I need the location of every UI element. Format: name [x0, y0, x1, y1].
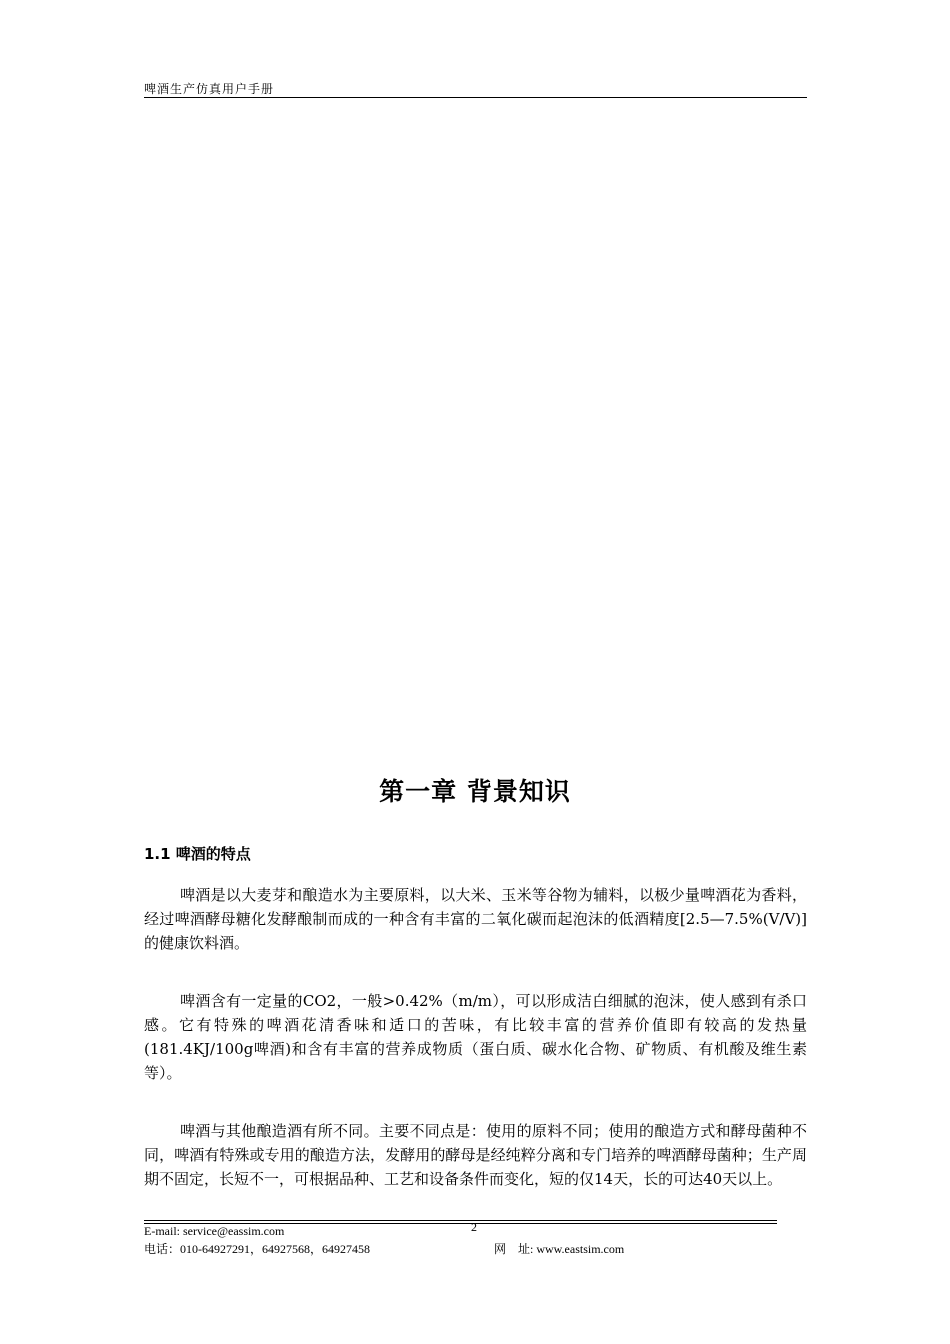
footer-email: E-mail: service@eassim.com	[144, 1224, 285, 1238]
page-header-title: 啤酒生产仿真用户手册	[144, 82, 275, 96]
paragraph-3: 啤酒与其他酿造酒有所不同。主要不同点是：使用的原料不同；使用的酿造方式和酵母菌种不同，啤酒有特殊或专用的酿造方法，发酵用的酵母是经纯粹分离和专门培养的啤酒酵母菌种；生产周期不固定，长短不一，可根据品种、工艺和设备条件而变化，短的仅14天，长的可达40天以上。	[144, 1122, 807, 1188]
footer-website: 网 址: www.eastsim.com	[494, 1242, 625, 1256]
chapter-title: 第一章 背景知识	[379, 777, 571, 806]
section-title: 1.1 啤酒的特点	[144, 845, 251, 863]
paragraph-2: 啤酒含有一定量的CO2，一般>0.42%（m/m），可以形成洁白细腻的泡沫，使人感到有杀口感。它有特殊的啤酒花清香味和适口的苦味，有比较丰富的营养价值即有较高的发热量(181.4KJ/100g啤酒)和含有丰富的营养成物质（蛋白质、碳水化合物、矿物质、有机酸及维生素等）。	[144, 992, 807, 1082]
paragraph-1: 啤酒是以大麦芽和酿造水为主要原料，以大米、玉米等谷物为辅料，以极少量啤酒花为香料，经过啤酒酵母糖化发酵酿制而成的一种含有丰富的二氧化碳而起泡沫的低酒精度[2.5—7.5%(V/V)]的健康饮料酒。	[144, 886, 807, 952]
page-number: 2	[471, 1220, 477, 1234]
header-divider	[144, 97, 807, 98]
footer-divider-top	[144, 1220, 777, 1221]
footer-phone: 电话：010-64927291，64927568，64927458	[144, 1242, 370, 1256]
